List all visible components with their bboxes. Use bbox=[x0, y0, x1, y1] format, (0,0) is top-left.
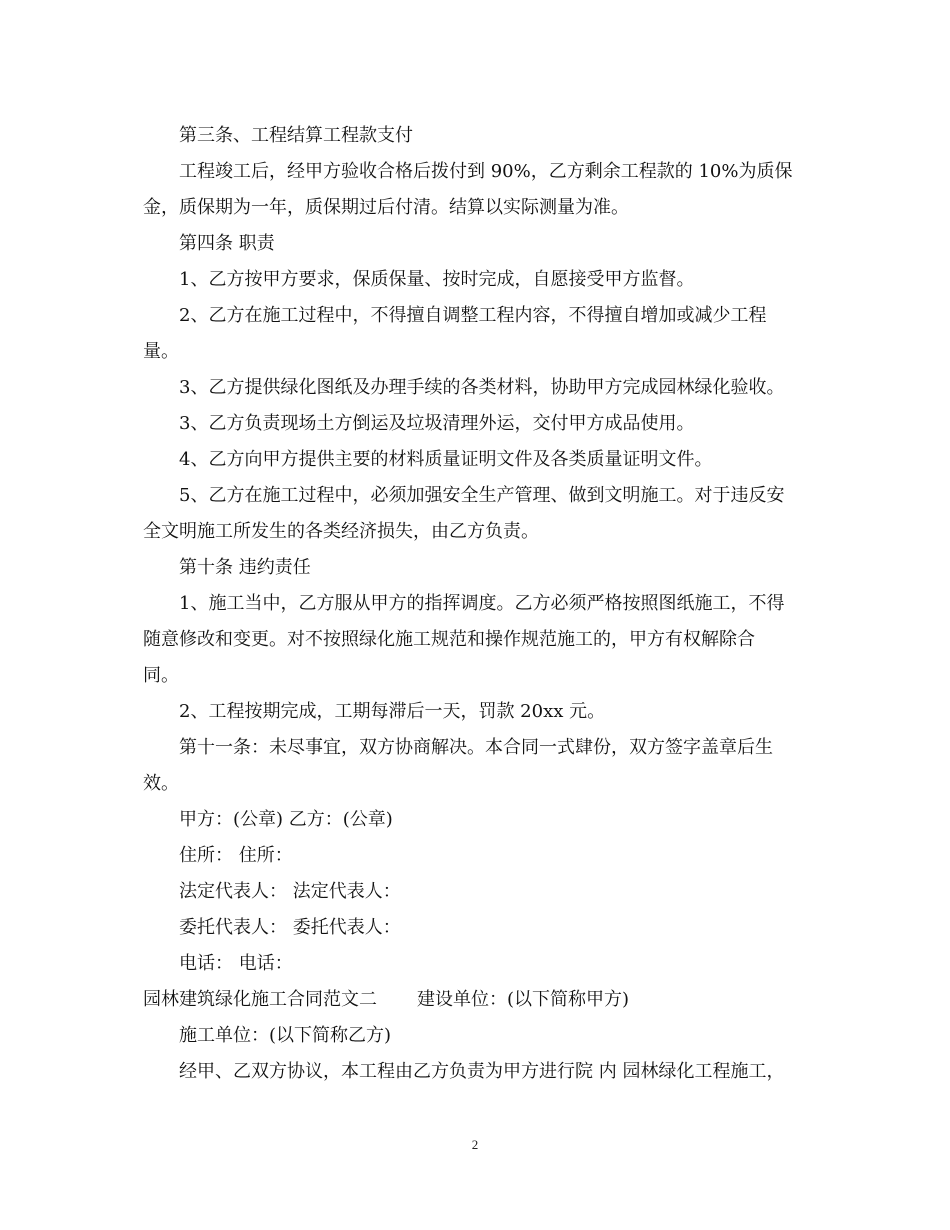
section-heading-4: 第四条 职责 bbox=[179, 233, 275, 254]
paragraph-line: 工程竣工后，经甲方验收合格后拨付到 90%，乙方剩余工程款的 10%为质保 bbox=[179, 161, 793, 182]
paragraph-line: 第十一条：未尽事宜，双方协商解决。本合同一式肆份，双方签字盖章后生 bbox=[179, 737, 773, 758]
paragraph-line: 量。 bbox=[143, 341, 179, 362]
contract-heading-line bbox=[143, 982, 808, 1018]
paragraph-line: 1、施工当中，乙方服从甲方的指挥调度。乙方必须严格按照图纸施工，不得 bbox=[179, 593, 785, 614]
paragraph-line: 施工单位：(以下简称乙方) bbox=[179, 1025, 392, 1046]
paragraph-line: 2、工程按期完成，工期每滞后一天，罚款 20xx 元。 bbox=[179, 701, 606, 722]
signature-line: 法定代表人： 法定代表人： bbox=[179, 881, 401, 902]
document-body bbox=[143, 118, 808, 1090]
page-number: 2 bbox=[471, 1137, 479, 1152]
paragraph-line: 3、乙方负责现场土方倒运及垃圾清理外运，交付甲方成品使用。 bbox=[179, 413, 695, 434]
signature-line: 甲方：(公章) 乙方：(公章) bbox=[179, 809, 393, 830]
paragraph-line: 4、乙方向甲方提供主要的材料质量证明文件及各类质量证明文件。 bbox=[179, 449, 713, 470]
paragraph-line: 经甲、乙双方协议，本工程由乙方负责为甲方进行院 内 园林绿化工程施工， bbox=[179, 1061, 785, 1082]
paragraph-line: 全文明施工所发生的各类经济损失，由乙方负责。 bbox=[143, 521, 539, 542]
paragraph-line: 3、乙方提供绿化图纸及办理手续的各类材料，协助甲方完成园林绿化验收。 bbox=[179, 377, 785, 398]
signature-line: 电话： 电话： bbox=[179, 953, 293, 974]
paragraph-line: 2、乙方在施工过程中，不得擅自调整工程内容，不得擅自增加或减少工程 bbox=[179, 305, 767, 326]
signature-line: 住所： 住所： bbox=[179, 845, 293, 866]
section-heading-3: 第三条、工程结算工程款支付 bbox=[179, 125, 413, 146]
paragraph-line: 同。 bbox=[143, 665, 179, 686]
paragraph-line: 效。 bbox=[143, 773, 179, 794]
paragraph-line: 金，质保期为一年，质保期过后付清。结算以实际测量为准。 bbox=[143, 197, 629, 218]
paragraph-line: 1、乙方按甲方要求，保质保量、按时完成，自愿接受甲方监督。 bbox=[179, 269, 695, 290]
signature-line: 委托代表人： 委托代表人： bbox=[179, 917, 401, 938]
paragraph-line: 5、乙方在施工过程中，必须加强安全生产管理、做到文明施工。对于违反安 bbox=[179, 485, 785, 506]
contract-title: 园林建筑绿化施工合同范文二 bbox=[143, 989, 377, 1010]
section-heading-10: 第十条 违约责任 bbox=[179, 557, 311, 578]
paragraph-line: 随意修改和变更。对不按照绿化施工规范和操作规范施工的，甲方有权解除合 bbox=[143, 629, 755, 650]
construction-unit-label: 建设单位：(以下简称甲方) bbox=[417, 989, 630, 1010]
